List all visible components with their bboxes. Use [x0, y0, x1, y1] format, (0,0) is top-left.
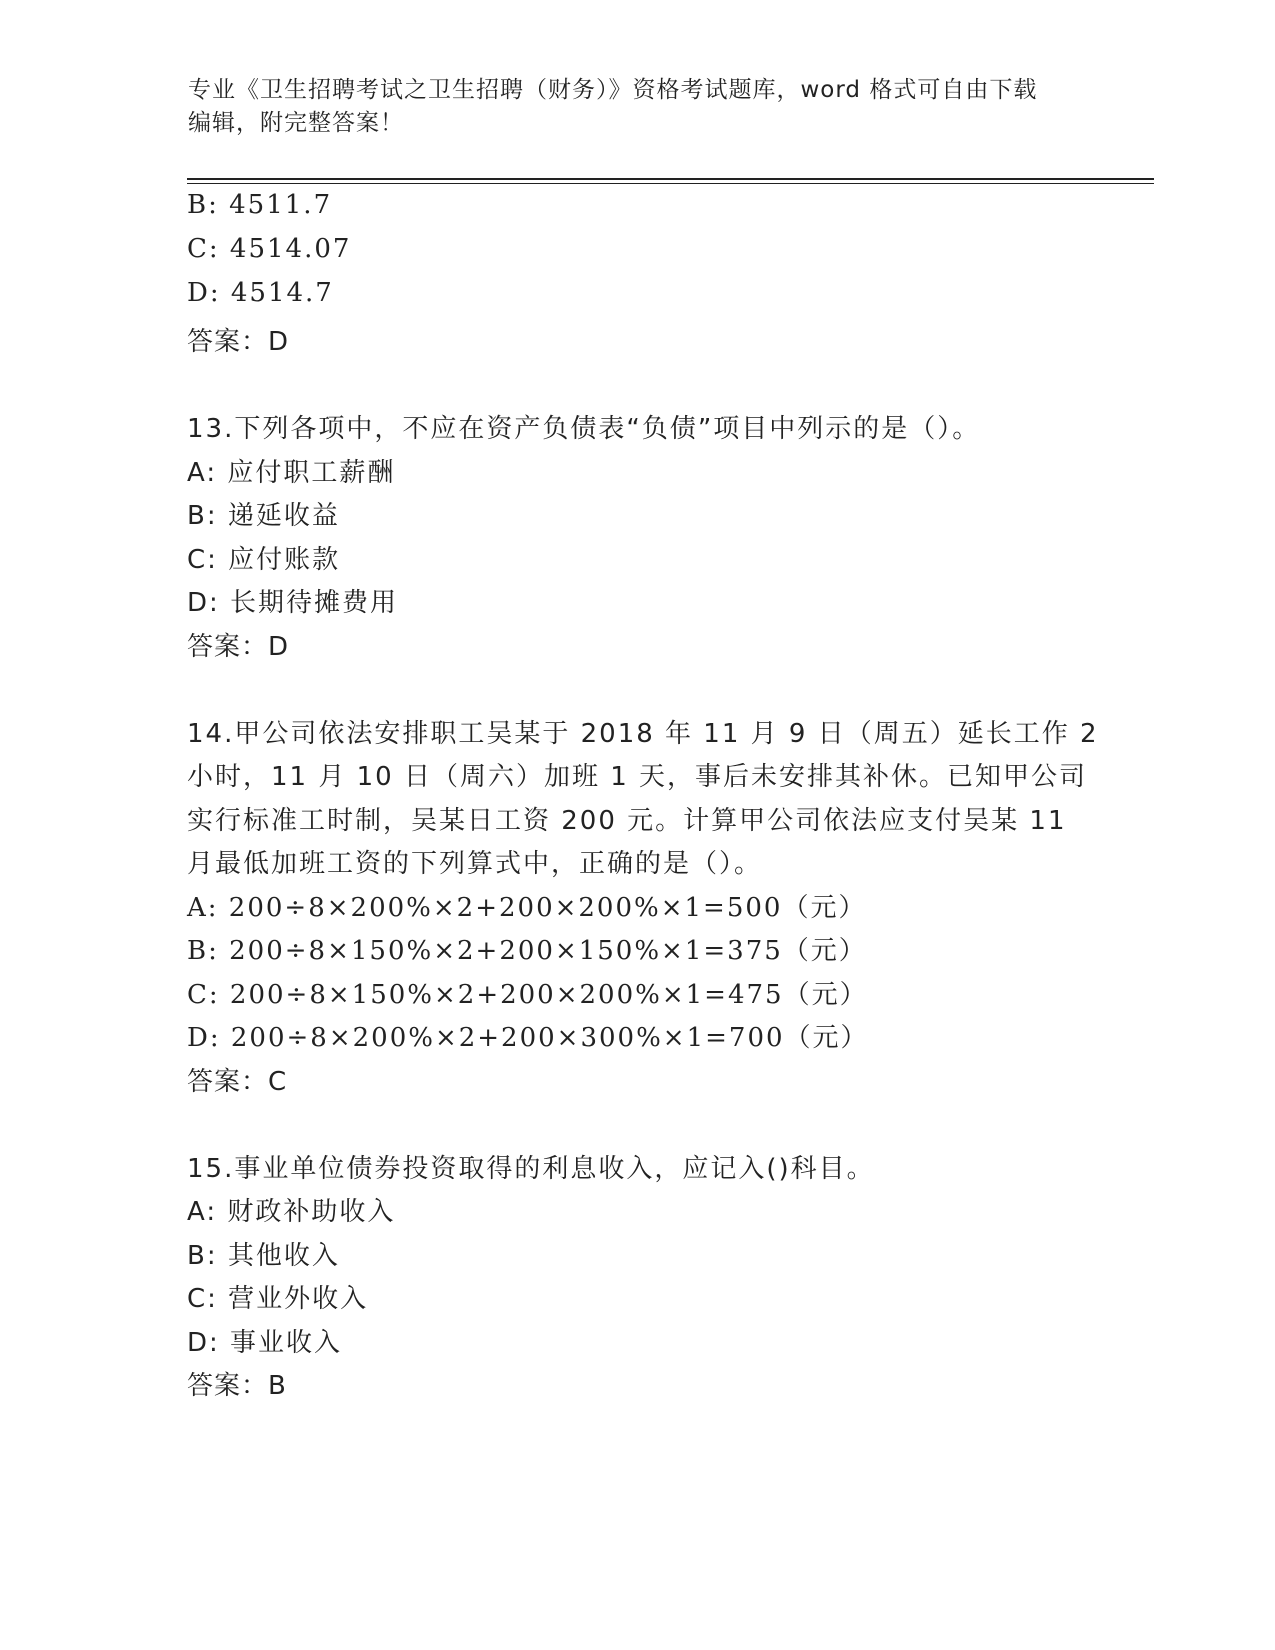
- q14-question-line-4: 月最低加班工资的下列算式中，正确的是（）。: [187, 849, 763, 879]
- q14-option-a: A: 200÷8×200%×2+200×200%×1=500（元）: [187, 893, 867, 923]
- page-header: [188, 74, 1088, 140]
- q12-option-b: B: 4511.7: [187, 190, 333, 220]
- q13-answer: 答案：D: [187, 632, 290, 662]
- header-line-2: 编辑，附完整答案！: [188, 110, 404, 136]
- q13-option-b: B: 递延收益: [187, 501, 340, 531]
- q14-question-line-3: 实行标准工时制，吴某日工资 200 元。计算甲公司依法应支付吴某 11: [187, 806, 1067, 836]
- q12-option-d: D: 4514.7: [187, 278, 334, 308]
- q13-question: 13.下列各项中，不应在资产负债表“负债”项目中列示的是（）。: [187, 414, 981, 444]
- q12-option-c: C: 4514.07: [187, 234, 352, 264]
- q14-option-b: B: 200÷8×150%×2+200×150%×1=375（元）: [187, 936, 867, 966]
- q12-answer: 答案：D: [187, 327, 290, 357]
- q14-question-line-2: 小时，11 月 10 日（周六）加班 1 天，事后未安排其补休。已知甲公司: [187, 762, 1088, 792]
- q15-option-a: A: 财政补助收入: [187, 1197, 396, 1227]
- q15-option-b: B: 其他收入: [187, 1241, 340, 1271]
- q14-option-c: C: 200÷8×150%×2+200×200%×1=475（元）: [187, 980, 868, 1010]
- header-line-1: 专业《卫生招聘考试之卫生招聘（财务）》资格考试题库，word 格式可自由下载: [188, 77, 1038, 103]
- q13-option-c: C: 应付账款: [187, 545, 341, 575]
- header-divider-thin: [187, 183, 1154, 184]
- q13-option-d: D: 长期待摊费用: [187, 588, 399, 618]
- q15-question: 15.事业单位债券投资取得的利息收入，应记入()科目。: [187, 1154, 875, 1184]
- q15-option-d: D: 事业收入: [187, 1328, 343, 1358]
- q15-answer: 答案：B: [187, 1371, 287, 1401]
- q14-option-d: D: 200÷8×200%×2+200×300%×1=700（元）: [187, 1023, 869, 1053]
- header-divider: [187, 178, 1154, 180]
- q14-answer: 答案：C: [187, 1067, 288, 1097]
- q13-option-a: A: 应付职工薪酬: [187, 458, 396, 488]
- q14-question-line-1: 14.甲公司依法安排职工吴某于 2018 年 11 月 9 日（周五）延长工作 2: [187, 719, 1099, 749]
- q15-option-c: C: 营业外收入: [187, 1284, 369, 1314]
